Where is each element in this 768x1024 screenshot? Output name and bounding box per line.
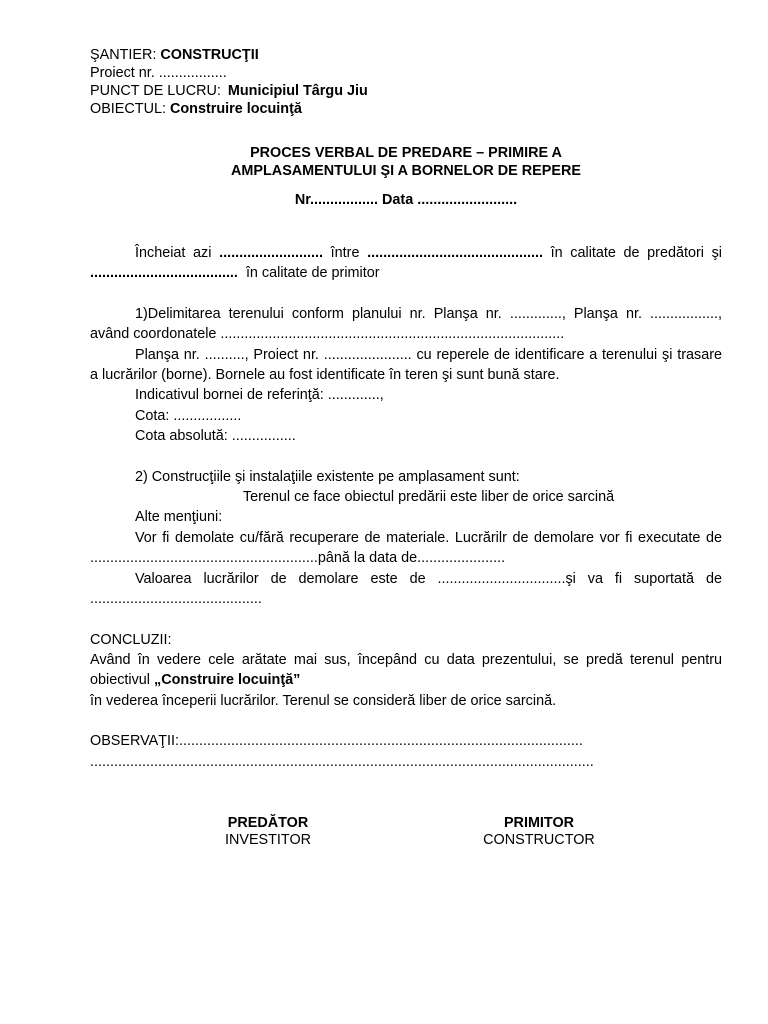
intro-text-4: în calitate de primitor bbox=[245, 265, 380, 282]
concluzii-text bbox=[90, 650, 722, 691]
section2-constructii: 2) Construcţiile şi instalaţiile existente pe amplasament sunt: bbox=[135, 468, 520, 485]
punct-label: PUNCT DE LUCRU: bbox=[90, 83, 221, 99]
section2-alte-mentiuni: Alte menţiuni: bbox=[135, 509, 223, 526]
intro-dots-1: .......................... bbox=[219, 245, 324, 261]
intro-text-1: Încheiat azi bbox=[135, 245, 212, 261]
title-line-1: PROCES VERBAL DE PREDARE – PRIMIRE A bbox=[250, 145, 562, 161]
section2-teren-liber: Terenul ce face obiectul predării este liber de orice sarcină bbox=[242, 489, 615, 506]
section1-delimitare: 1)Delimitarea terenului conform planului nr. Planşa nr. ............., Planşa nr. ................., având coordonatele ...................................................................................... bbox=[90, 305, 722, 343]
section1-cota: Cota: ................. bbox=[135, 407, 242, 424]
intro-dots-3: ..................................... bbox=[90, 265, 238, 282]
section1-indicativ: Indicativul bornei de referinţă: ............., bbox=[135, 387, 384, 404]
obiectul-line bbox=[90, 100, 722, 118]
predator-party: INVESTITOR bbox=[224, 832, 312, 848]
document-page bbox=[90, 46, 722, 772]
section2-demolare: Vor fi demolate cu/fără recuperare de materiale. Lucrărilr de demolare vor fi executate de .........................................................până la data de...................... bbox=[90, 529, 722, 567]
observatii-line-2: .............................................................................................................................. bbox=[90, 753, 594, 770]
concluzii-text-2: în vederea începerii lucrărilor. Terenul se consideră liber de orice sarcină. bbox=[90, 692, 557, 709]
section1-plansa: Planşa nr. .........., Proiect nr. ...................... cu reperele de identificare a terenului şi trasare a lucrărilor (borne). Bornele au fost identificate în teren şi sunt bună stare. bbox=[90, 346, 722, 384]
observatii-line-1: OBSERVAŢII:..................................................................................................... bbox=[90, 733, 583, 750]
signature-predator bbox=[180, 815, 356, 849]
proiect-line: Proiect nr. ................. bbox=[90, 65, 227, 81]
section2-valoarea: Valoarea lucrărilor de demolare este de ................................şi va fi suportată de ........................................... bbox=[90, 570, 722, 608]
concluzii-object: „Construire locuinţă” bbox=[154, 672, 301, 689]
section-1 bbox=[90, 304, 722, 447]
predator-role: PREDĂTOR bbox=[227, 815, 309, 831]
primitor-role: PRIMITOR bbox=[503, 815, 575, 831]
primitor-party: CONSTRUCTOR bbox=[483, 832, 595, 848]
concluzii-heading: CONCLUZII: bbox=[90, 631, 172, 648]
number-date-line: Nr................. Data ......................... bbox=[294, 192, 518, 208]
obiectul-value: Construire locuinţă bbox=[169, 101, 302, 117]
intro-text-3: în calitate de predători şi bbox=[550, 245, 723, 261]
document-title bbox=[90, 144, 722, 209]
punct-value: Municipiul Târgu Jiu bbox=[227, 83, 368, 99]
concluzii-section bbox=[90, 630, 722, 712]
section1-cota-absoluta: Cota absolută: ................ bbox=[135, 428, 296, 445]
santier-line bbox=[90, 46, 722, 64]
document-header bbox=[90, 46, 722, 118]
section-2 bbox=[90, 467, 722, 610]
intro-paragraph bbox=[90, 243, 722, 284]
observatii-section bbox=[90, 731, 722, 772]
santier-value: CONSTRUCŢII bbox=[160, 47, 259, 63]
intro-text-2: între bbox=[330, 245, 360, 261]
obiectul-label: OBIECTUL: bbox=[90, 101, 166, 117]
intro-dots-2: ............................................ bbox=[367, 245, 544, 261]
punct-line bbox=[90, 82, 722, 100]
santier-label: ŞANTIER: bbox=[90, 47, 157, 63]
title-line-2: AMPLASAMENTULUI ŞI A BORNELOR DE REPERE bbox=[231, 163, 581, 179]
signature-primitor bbox=[446, 815, 632, 849]
concluzii-text-1: Având în vedere cele arătate mai sus, începând cu data prezentului, se predă terenul pentru obiectivul bbox=[90, 651, 722, 689]
